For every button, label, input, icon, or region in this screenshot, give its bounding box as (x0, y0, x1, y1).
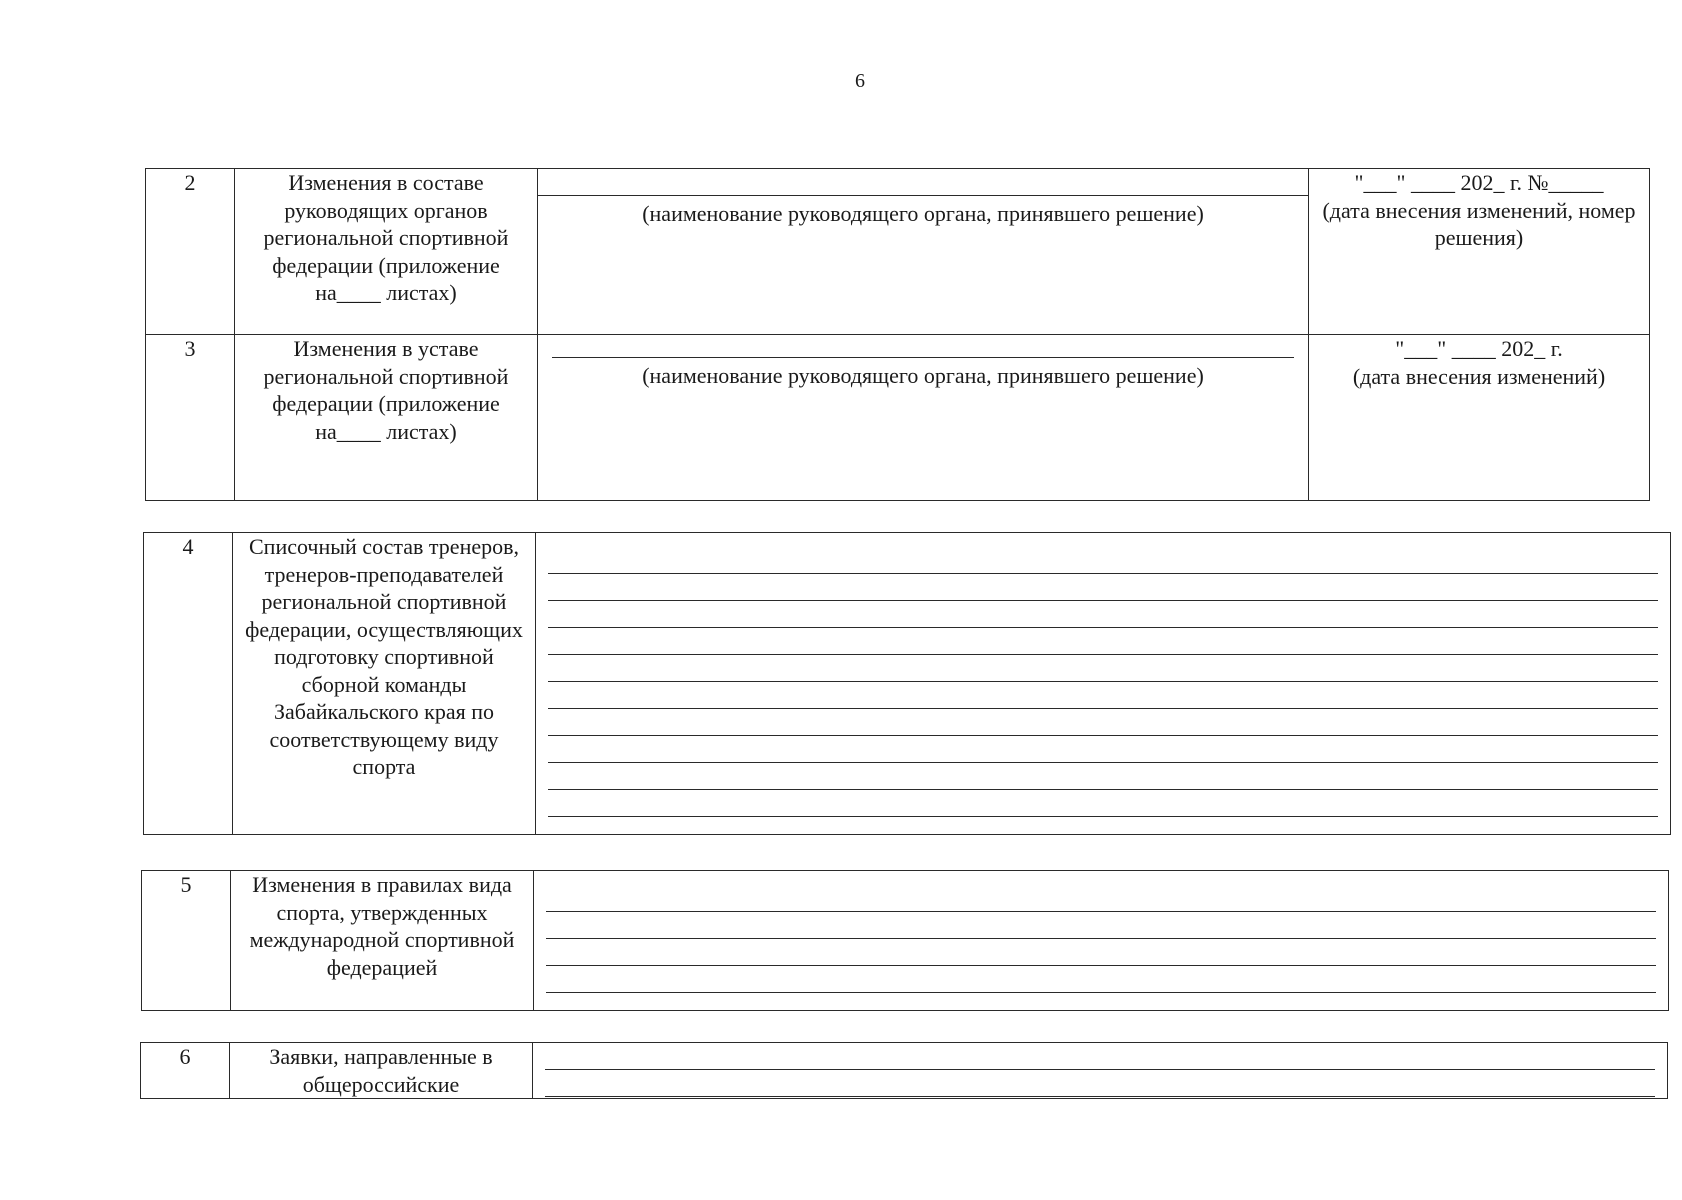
row-number: 3 (146, 335, 235, 501)
table-row (142, 871, 1669, 1011)
fill-line (545, 1070, 1655, 1097)
fill-line (546, 885, 1656, 912)
row-number: 2 (146, 169, 235, 335)
date-field (1309, 169, 1650, 335)
form-table-row-5 (141, 870, 1669, 1011)
date-field (1309, 335, 1650, 501)
fill-line (548, 601, 1658, 628)
fill-line (552, 357, 1294, 358)
entry-lines (533, 1043, 1668, 1099)
fill-line (548, 547, 1658, 574)
row-number: 6 (141, 1043, 230, 1099)
row-description: Заявки, направленные в общероссийские (230, 1043, 533, 1099)
row-description: Изменения в составе руководящих органов региональной спортивной федерации (приложение на____ листах) (235, 169, 538, 335)
fill-line (546, 939, 1656, 966)
fill-line (548, 628, 1658, 655)
entry-lines (536, 533, 1671, 835)
fill-line (548, 736, 1658, 763)
field-caption: (дата внесения изменений, номер решения) (1322, 197, 1636, 250)
fill-line (546, 966, 1656, 993)
fill-line (548, 790, 1658, 817)
field-caption: (наименование руководящего органа, принявшего решение) (642, 363, 1204, 388)
table-row (146, 169, 1650, 335)
row-description: Списочный состав тренеров, тренеров-преподавателей региональной спортивной федерации, осуществляющих подготовку спортивной сборной команды Забайкальского края по соответствующему виду спорта (233, 533, 536, 835)
form-table-row-6 (140, 1042, 1668, 1099)
entry-lines (534, 871, 1669, 1011)
form-table-row-4 (143, 532, 1671, 835)
row-description: Изменения в правилах вида спорта, утвержденных международной спортивной федерацией (231, 871, 534, 1011)
governing-body-field (538, 335, 1309, 501)
fill-line (545, 1043, 1655, 1070)
row-number: 5 (142, 871, 231, 1011)
fill-line (548, 655, 1658, 682)
fill-line (548, 682, 1658, 709)
table-row (144, 533, 1671, 835)
fill-line (548, 709, 1658, 736)
row-description: Изменения в уставе региональной спортивной федерации (приложение на____ листах) (235, 335, 538, 501)
field-caption: (дата внесения изменений) (1352, 363, 1606, 389)
fill-line (548, 763, 1658, 790)
table-row (141, 1043, 1668, 1099)
date-number-line: "___" ____ 202_ г. (1395, 336, 1563, 361)
field-caption: (наименование руководящего органа, принявшего решение) (642, 201, 1204, 226)
fill-line (548, 574, 1658, 601)
governing-body-field (538, 169, 1309, 335)
fill-line (546, 912, 1656, 939)
page-number: 6 (855, 70, 865, 92)
row-number: 4 (144, 533, 233, 835)
fill-line (538, 169, 1308, 196)
table-row (146, 335, 1650, 501)
date-number-line: "___" ____ 202_ г. №_____ (1354, 170, 1604, 195)
form-table-rows-2-3 (145, 168, 1650, 501)
